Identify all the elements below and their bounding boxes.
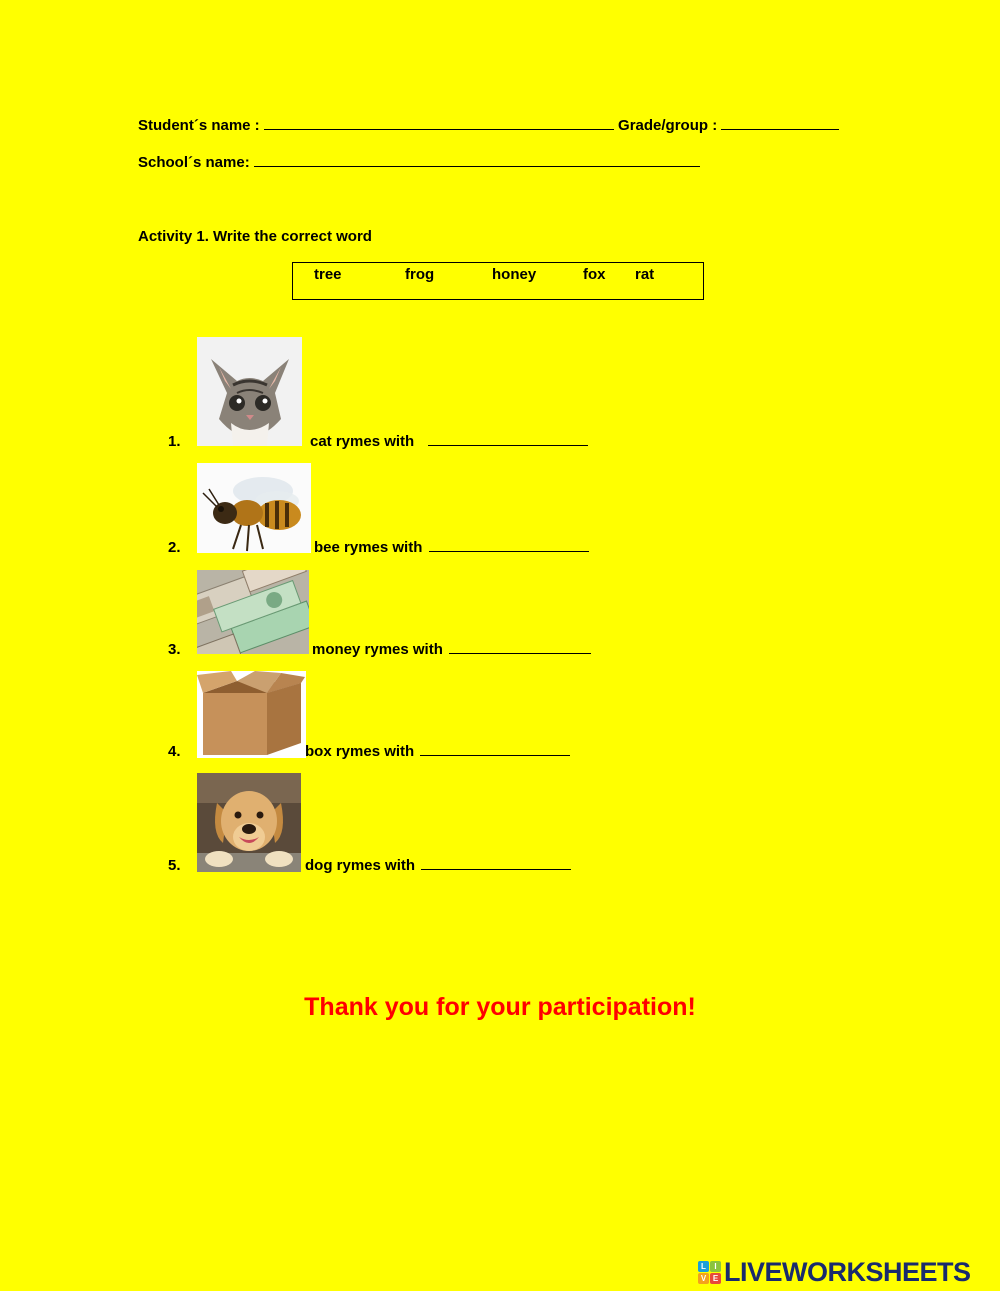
- word-bank-item: honey: [492, 266, 537, 283]
- word-bank-item: rat: [635, 266, 655, 283]
- item-sentence: [305, 743, 570, 760]
- thank-you-message: Thank you for your participation!: [304, 993, 696, 1021]
- kitten-image: [197, 337, 302, 446]
- word-bank-item: fox: [583, 266, 606, 283]
- item-sentence: [314, 539, 589, 556]
- grade-label: Grade/group :: [618, 117, 718, 134]
- logo-mark-icon: L I V E: [698, 1261, 721, 1284]
- liveworksheets-logo: [698, 1258, 971, 1286]
- brand-name: LIVEWORKSHEETS: [724, 1256, 971, 1287]
- item-number: 3.: [168, 641, 181, 658]
- student-name-field[interactable]: [264, 117, 614, 130]
- student-name-row: [138, 117, 839, 134]
- item-sentence: [312, 641, 591, 658]
- answer-field[interactable]: [429, 539, 589, 552]
- word-bank-item: frog: [405, 266, 435, 283]
- item-number: 2.: [168, 539, 181, 556]
- item-sentence: [305, 857, 571, 874]
- item-number: 5.: [168, 857, 181, 874]
- school-name-label: School´s name:: [138, 154, 250, 171]
- item-sentence: [310, 433, 588, 450]
- money-image: [197, 570, 309, 654]
- answer-field[interactable]: [420, 743, 570, 756]
- answer-field[interactable]: [428, 433, 588, 446]
- activity-title: Activity 1. Write the correct word: [138, 228, 372, 245]
- item-number: 4.: [168, 743, 181, 760]
- grade-field[interactable]: [721, 117, 839, 130]
- item-text: dog rymes with: [305, 857, 416, 874]
- student-name-label: Student´s name :: [138, 117, 260, 134]
- word-bank-item: tree: [314, 266, 342, 283]
- school-name-field[interactable]: [254, 154, 700, 167]
- dog-image: [197, 773, 301, 872]
- school-name-row: [138, 154, 700, 171]
- item-text: money rymes with: [312, 641, 443, 658]
- bee-image: [197, 463, 311, 553]
- answer-field[interactable]: [449, 641, 591, 654]
- answer-field[interactable]: [421, 857, 571, 870]
- item-number: 1.: [168, 433, 181, 450]
- item-text: bee rymes with: [314, 539, 423, 556]
- item-text: box rymes with: [305, 743, 415, 760]
- word-bank: [292, 262, 704, 300]
- box-image: [197, 671, 306, 758]
- item-text: cat rymes with: [310, 433, 415, 450]
